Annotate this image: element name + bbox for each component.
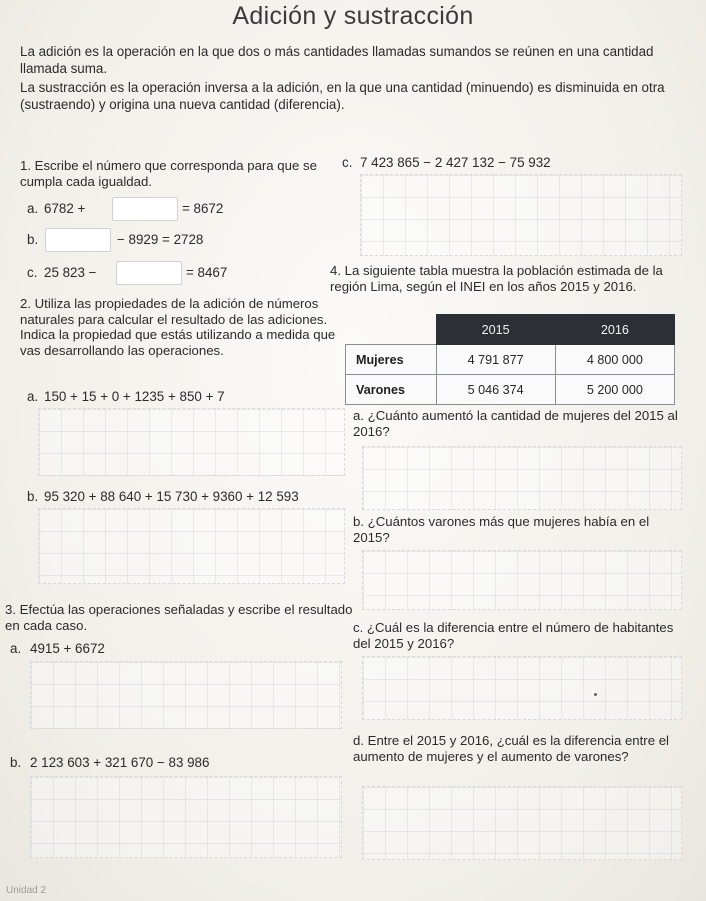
q4c-prompt: c. ¿Cuál es la diferencia entre el número de habitantes del 2015 y 2016?: [353, 620, 674, 651]
q4d-prompt: d. Entre el 2015 y 2016, ¿cuál es la diferencia entre el aumento de mujeres y el aumento de varones?: [353, 733, 669, 764]
q1a-left: 6782 +: [44, 201, 86, 216]
q3b-workspace[interactable]: [30, 776, 342, 858]
unit-footer: Unidad 2: [6, 885, 47, 896]
intro-addition: La adición es la operación en la que dos o más cantidades llamadas sumandos se reúnen en una cantidad llamada suma.: [20, 44, 654, 76]
q2b-label: b.: [27, 489, 39, 504]
row-label-mujeres: Mujeres: [346, 345, 437, 375]
q4a-prompt: a. ¿Cuánto aumentó la cantidad de mujeres del 2015 al 2016?: [353, 408, 678, 439]
cell-varones-2016: 5 200 000: [555, 375, 674, 405]
q2b-expr: 95 320 + 88 640 + 15 730 + 9360 + 12 593: [44, 489, 299, 504]
q1c-right: = 8467: [186, 265, 228, 280]
q2-prompt: 2. Utiliza las propiedades de la adición de números naturales para calcular el resultado de las adiciones. Indica la propiedad que estás utilizando a medida que vas desarrollando las operaciones.: [20, 296, 336, 358]
q1c-answer-box[interactable]: [116, 261, 182, 285]
table-row: [346, 345, 675, 375]
q1c-right-expr: 7 423 865 − 2 427 132 − 75 932: [360, 155, 551, 170]
cell-mujeres-2016: 4 800 000: [555, 345, 674, 375]
intro-subtraction: La sustracción es la operación inversa a la adición, en la que una cantidad (minuendo) es disminuida en otra (sustraendo) y origina una nueva cantidad (diferencia).: [20, 80, 665, 112]
q3-prompt: 3. Efectúa las operaciones señaladas y escribe el resultado en cada caso.: [5, 602, 353, 633]
page-title: Adición y sustracción: [232, 2, 474, 30]
q1c-right-label: c.: [342, 155, 353, 170]
q4b-workspace[interactable]: [362, 550, 682, 610]
q1c-left: 25 823 −: [44, 265, 97, 280]
q4-prompt: 4. La siguiente tabla muestra la población estimada de la región Lima, según el INEI en los años 2015 y 2016.: [330, 263, 663, 294]
q2a-expr: 150 + 15 + 0 + 1235 + 850 + 7: [44, 389, 225, 404]
population-table: [345, 314, 675, 405]
q1b-right: − 8929 = 2728: [117, 232, 204, 247]
q3b-expr: 2 123 603 + 321 670 − 83 986: [30, 755, 210, 770]
q1a-label: a.: [27, 201, 39, 216]
row-label-varones: Varones: [346, 375, 437, 405]
cell-mujeres-2015: 4 791 877: [436, 345, 555, 375]
q1b-label: b.: [27, 232, 39, 247]
cell-varones-2015: 5 046 374: [436, 375, 555, 405]
q1c-label: c.: [27, 265, 38, 280]
q4d-workspace[interactable]: [362, 786, 682, 860]
q3a-label: a.: [10, 641, 22, 656]
q2a-label: a.: [27, 389, 39, 404]
table-header-2015: 2015: [436, 315, 555, 345]
q2a-workspace[interactable]: [38, 408, 345, 476]
q1c-right-workspace[interactable]: [360, 174, 682, 256]
speck-dot: [594, 693, 597, 696]
q4c-workspace[interactable]: [362, 656, 682, 720]
table-row: [346, 375, 675, 405]
table-header-2016: 2016: [555, 315, 674, 345]
q2b-workspace[interactable]: [38, 508, 345, 584]
q4a-workspace[interactable]: [362, 446, 682, 510]
q1a-right: = 8672: [182, 201, 224, 216]
q1-prompt: 1. Escribe el número que corresponda para que se cumpla cada igualdad.: [20, 158, 317, 189]
q3a-workspace[interactable]: [30, 661, 342, 729]
q1b-answer-box[interactable]: [45, 228, 111, 252]
q1a-answer-box[interactable]: [112, 197, 178, 221]
q3b-label: b.: [10, 755, 22, 770]
q3a-expr: 4915 + 6672: [30, 641, 105, 656]
q4b-prompt: b. ¿Cuántos varones más que mujeres había en el 2015?: [353, 514, 650, 545]
